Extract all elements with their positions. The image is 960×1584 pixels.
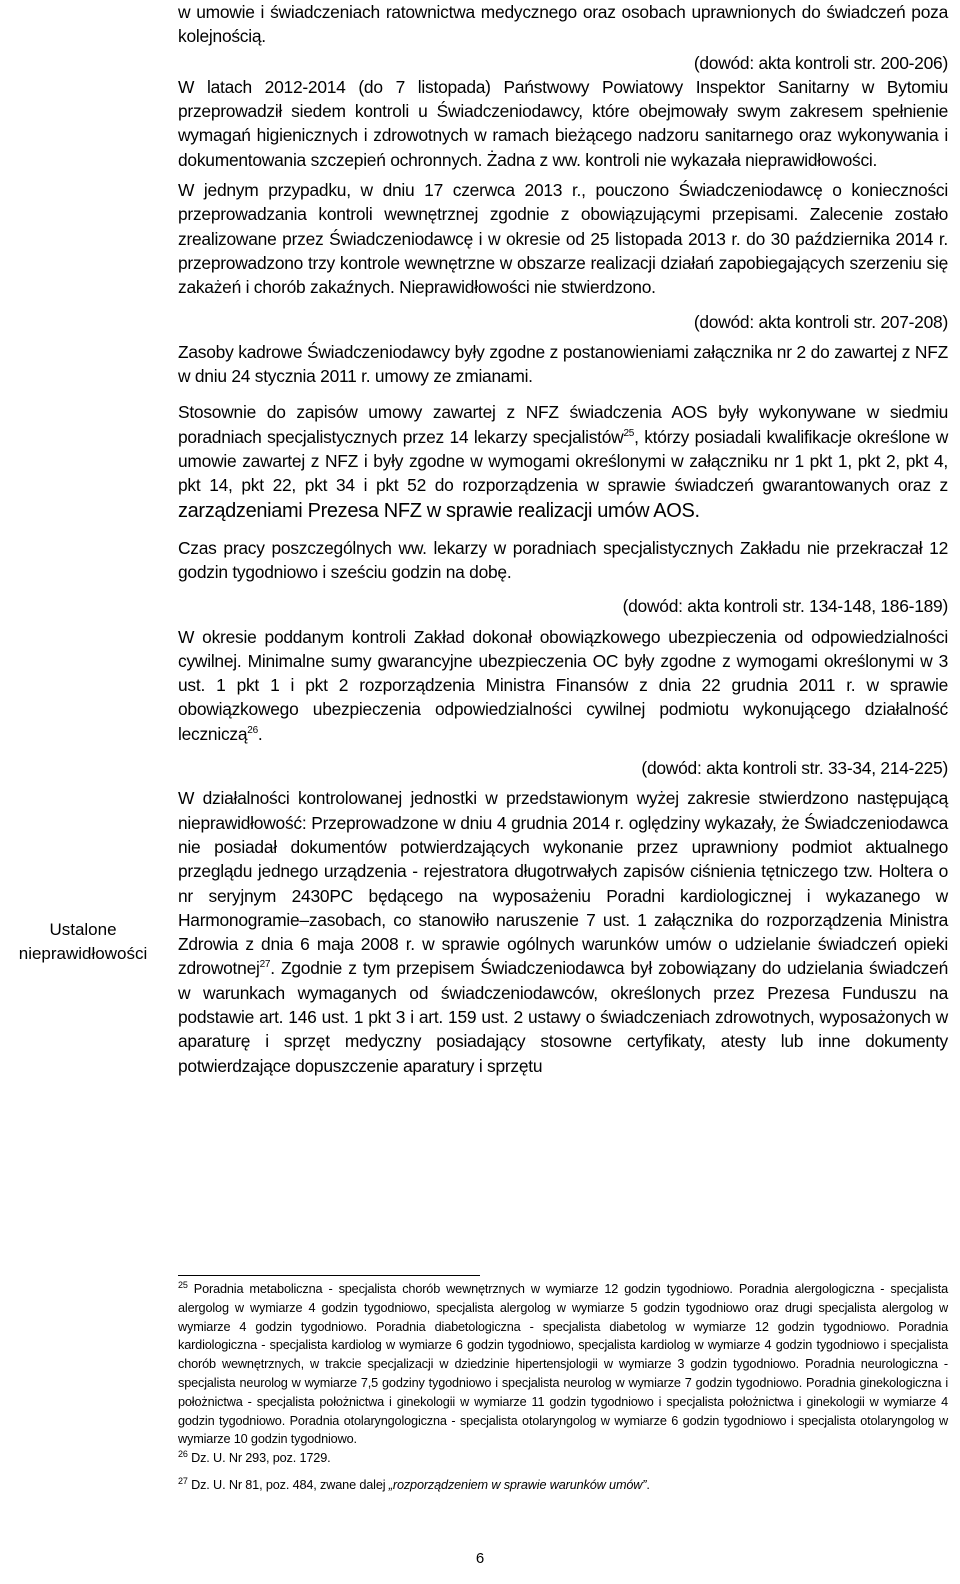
footnote-26 <box>178 1449 948 1468</box>
footnote-26-text: Dz. U. Nr 293, poz. 1729. <box>191 1451 331 1466</box>
margin-note-line-2: nieprawidłowości <box>18 944 148 963</box>
paragraph-staff-resources: Zasoby kadrowe Świadczeniodawcy były zgodne z postanowieniami załącznika nr 2 do zawartej z NFZ w dniu 24 stycznia 2011 r. umowy ze zmianami. <box>178 341 948 387</box>
evidence-ref-3: (dowód: akta kontroli str. 134-148, 186-189) <box>622 596 948 617</box>
footnote-25-text: Poradnia metaboliczna - specjalista chorób wewnętrznych w wymiarze 12 godzin tygodniowo. Poradnia alergologiczna - specjalista alergolog w wymiarze 4 godzin tygodniowo, specjalista alergolog w wymiarze 5 godzin tygodniowo oraz drugi specjalista alergolog w wymiarze 4 godzin tygodniowo. Poradnia diabetologiczna - specjalista diabetolog w wymiarze 12 godzin tygodniowo. Poradnia kardiologiczna - specjalista kardiolog w wymiarze 6 godzin tygodniowo, specjalista kardiolog w wymiarze 4 godzin tygodniowo i specjalista chorób wewnętrznych, w trakcie specjalizacji w dziedzinie hipertensjologii w wymiarze 3 godzin tygodniowo. Poradnia neurologiczna - specjalista neurolog w wymiarze 7,5 godziny tygodniowo i specjalista neurolog w wymiarze 7 godzin tygodniowo. Poradnia ginekologiczna i położnictwa - specjalista położnictwa i ginekologii w wymiarze 11 godzin tygodniowo i specjalista położnictwa i ginekologii w wymiarze 4 godzin tygodniowo. Poradnia otolaryngologiczna - specjalista otolaryngolog w wymiarze 6 godzin tygodniowo i specjalista otolaryngolog w wymiarze 10 godzin tygodniowo. <box>178 1282 949 1447</box>
footnote-26-number: 26 <box>178 1448 188 1459</box>
irregularity-text-part-1: W działalności kontrolowanej jednostki w przedstawionym wyżej zakresie stwierdzono następującą nieprawidłowość: Przeprowadzone w dniu 4 grudnia 2014 r. oględziny wykazały, że Świadczeniodawca nie posiadał dokumentów potwierdzających wykonanie przez uprawniony podmiot aktualnego przeglądu jednego urządzenia - rejestratora długotrwałych zapisów ciśnienia tętniczego tzw. Holtera o nr seryjnym 2430PC będącego na wyposażeniu Poradni kardiologicznej i wykazanego w Harmonogramie–zasobach, co stanowiło naruszenie 7 ust. 1 załącznika do rozporządzenia Ministra Zdrowia z dnia 6 maja 2008 r. w sprawie ogólnych warunków umów o udzielanie świadczeń opieki zdrowotnej <box>178 788 948 979</box>
footnote-27-italic: „rozporządzeniem w sprawie warunków umów” <box>388 1477 647 1492</box>
aos-text-part-3: zarządzeniami Prezesa NFZ w sprawie realizacji umów AOS. <box>178 499 700 522</box>
footnote-separator <box>178 1275 480 1276</box>
paragraph-working-hours: Czas pracy poszczególnych ww. lekarzy w poradniach specjalistycznych Zakładu nie przekraczał 12 godzin tygodniowo i sześciu godzin na dobę. <box>178 537 948 582</box>
margin-note <box>0 918 166 966</box>
aos-text-part-2: , którzy posiadali kwalifikacje określone w umowie zawartej z NFZ i były zgodne w wymogami określonymi w załączniku nr 1 pkt 1, pkt 2, pkt 4, pkt 14, pkt 22, pkt 34 i pkt 52 do rozporządzenia w sprawie świadczeń gwarantowanych oraz z <box>178 426 948 496</box>
paragraph-internal-controls: W jednym przypadku, w dniu 17 czerwca 2013 r., pouczono Świadczeniodawcę o konieczności przeprowadzania kontroli wewnętrznej zgodnie z obowiązującymi przepisami. Zalecenie zostało zrealizowane przez Świadczeniodawcę i w okresie od 25 listopada 2013 r. do 30 października 2014 r. przeprowadzono trzy kontrole wewnętrzne w obszarze realizacji działań zapobiegających szerzeniu się zakażeń i chorób zakaźnych. Nieprawidłowości nie stwierdzono. <box>178 180 948 298</box>
irregularity-text-part-2: . Zgodnie z tym przepisem Świadczeniodawca był zobowiązany do udzielania świadczeń w warunkach wymaganych od świadczeniodawców, określonych przez Prezesa Funduszu na podstawie art. 146 ust. 1 pkt 3 i art. 159 ust. 2 ustawy o świadczeniach zdrowotnych, wyposażonych w aparaturę i sprzęt medyczny posiadający stosowne certyfikaty, atesty lub inne dokumenty potwierdzające dopuszczenie aparatury i sprzętu <box>178 958 948 1076</box>
footnote-27 <box>178 1476 948 1495</box>
evidence-ref-1: (dowód: akta kontroli str. 200-206) <box>693 52 948 73</box>
evidence-ref-2: (dowód: akta kontroli str. 207-208) <box>693 311 948 332</box>
footnote-27-end: . <box>646 1477 650 1492</box>
paragraph-irregularity <box>178 786 948 1078</box>
insurance-text-part-1: W okresie poddanym kontroli Zakład dokonał obowiązkowego ubezpieczenia od odpowiedzialności cywilnej. Minimalne sumy gwarancyjne ubezpieczenia OC były zgodne z wymogami określonymi w 3 ust. 1 pkt 1 i pkt 2 rozporządzenia Ministra Finansów z dnia 22 grudnia 2011 r. w sprawie obowiązkowego ubezpieczenia odpowiedzialności cywilnej podmiotu wykonującego działalność leczniczą <box>178 626 948 744</box>
footnote-ref-27: 27 <box>259 959 271 971</box>
footnotes <box>178 1280 948 1495</box>
footnote-27-number: 27 <box>178 1475 188 1486</box>
insurance-text-part-2: . <box>257 723 263 744</box>
margin-note-line-1: Ustalone <box>49 920 117 939</box>
aos-text-part-1: Stosownie do zapisów umowy zawartej z NFZ świadczenia AOS były wykonywane w siedmiu poradniach specjalistycznych przez 14 lekarzy specjalistów <box>178 402 948 447</box>
paragraph-aos-services <box>178 400 948 523</box>
footnote-25-number: 25 <box>178 1279 188 1290</box>
page-number: 6 <box>475 1550 485 1567</box>
paragraph-continued: w umowie i świadczeniach ratownictwa medycznego oraz osobach uprawnionych do świadczeń poza kolejnością. <box>178 2 948 47</box>
footnote-25 <box>178 1280 948 1449</box>
main-text <box>178 0 948 1078</box>
paragraph-liability-insurance <box>178 625 948 746</box>
footnote-ref-25: 25 <box>623 427 635 439</box>
paragraph-sanitary-inspections: W latach 2012-2014 (do 7 listopada) Państwowy Powiatowy Inspektor Sanitarny w Bytomiu przeprowadził siedem kontroli u Świadczeniodawcy, które obejmowały swym zakresem spełnienie wymagań higienicznych i zdrowotnych w ramach bieżącego nadzoru sanitarnego oraz wykonywania i dokumentowania szczepień ochronnych. Żadna z ww. kontroli nie wykazała nieprawidłowości. <box>178 76 948 170</box>
footnote-27-text: Dz. U. Nr 81, poz. 484, zwane dalej <box>191 1477 389 1492</box>
evidence-ref-4: (dowód: akta kontroli str. 33-34, 214-225) <box>641 758 948 779</box>
footnote-ref-26: 26 <box>247 724 258 736</box>
